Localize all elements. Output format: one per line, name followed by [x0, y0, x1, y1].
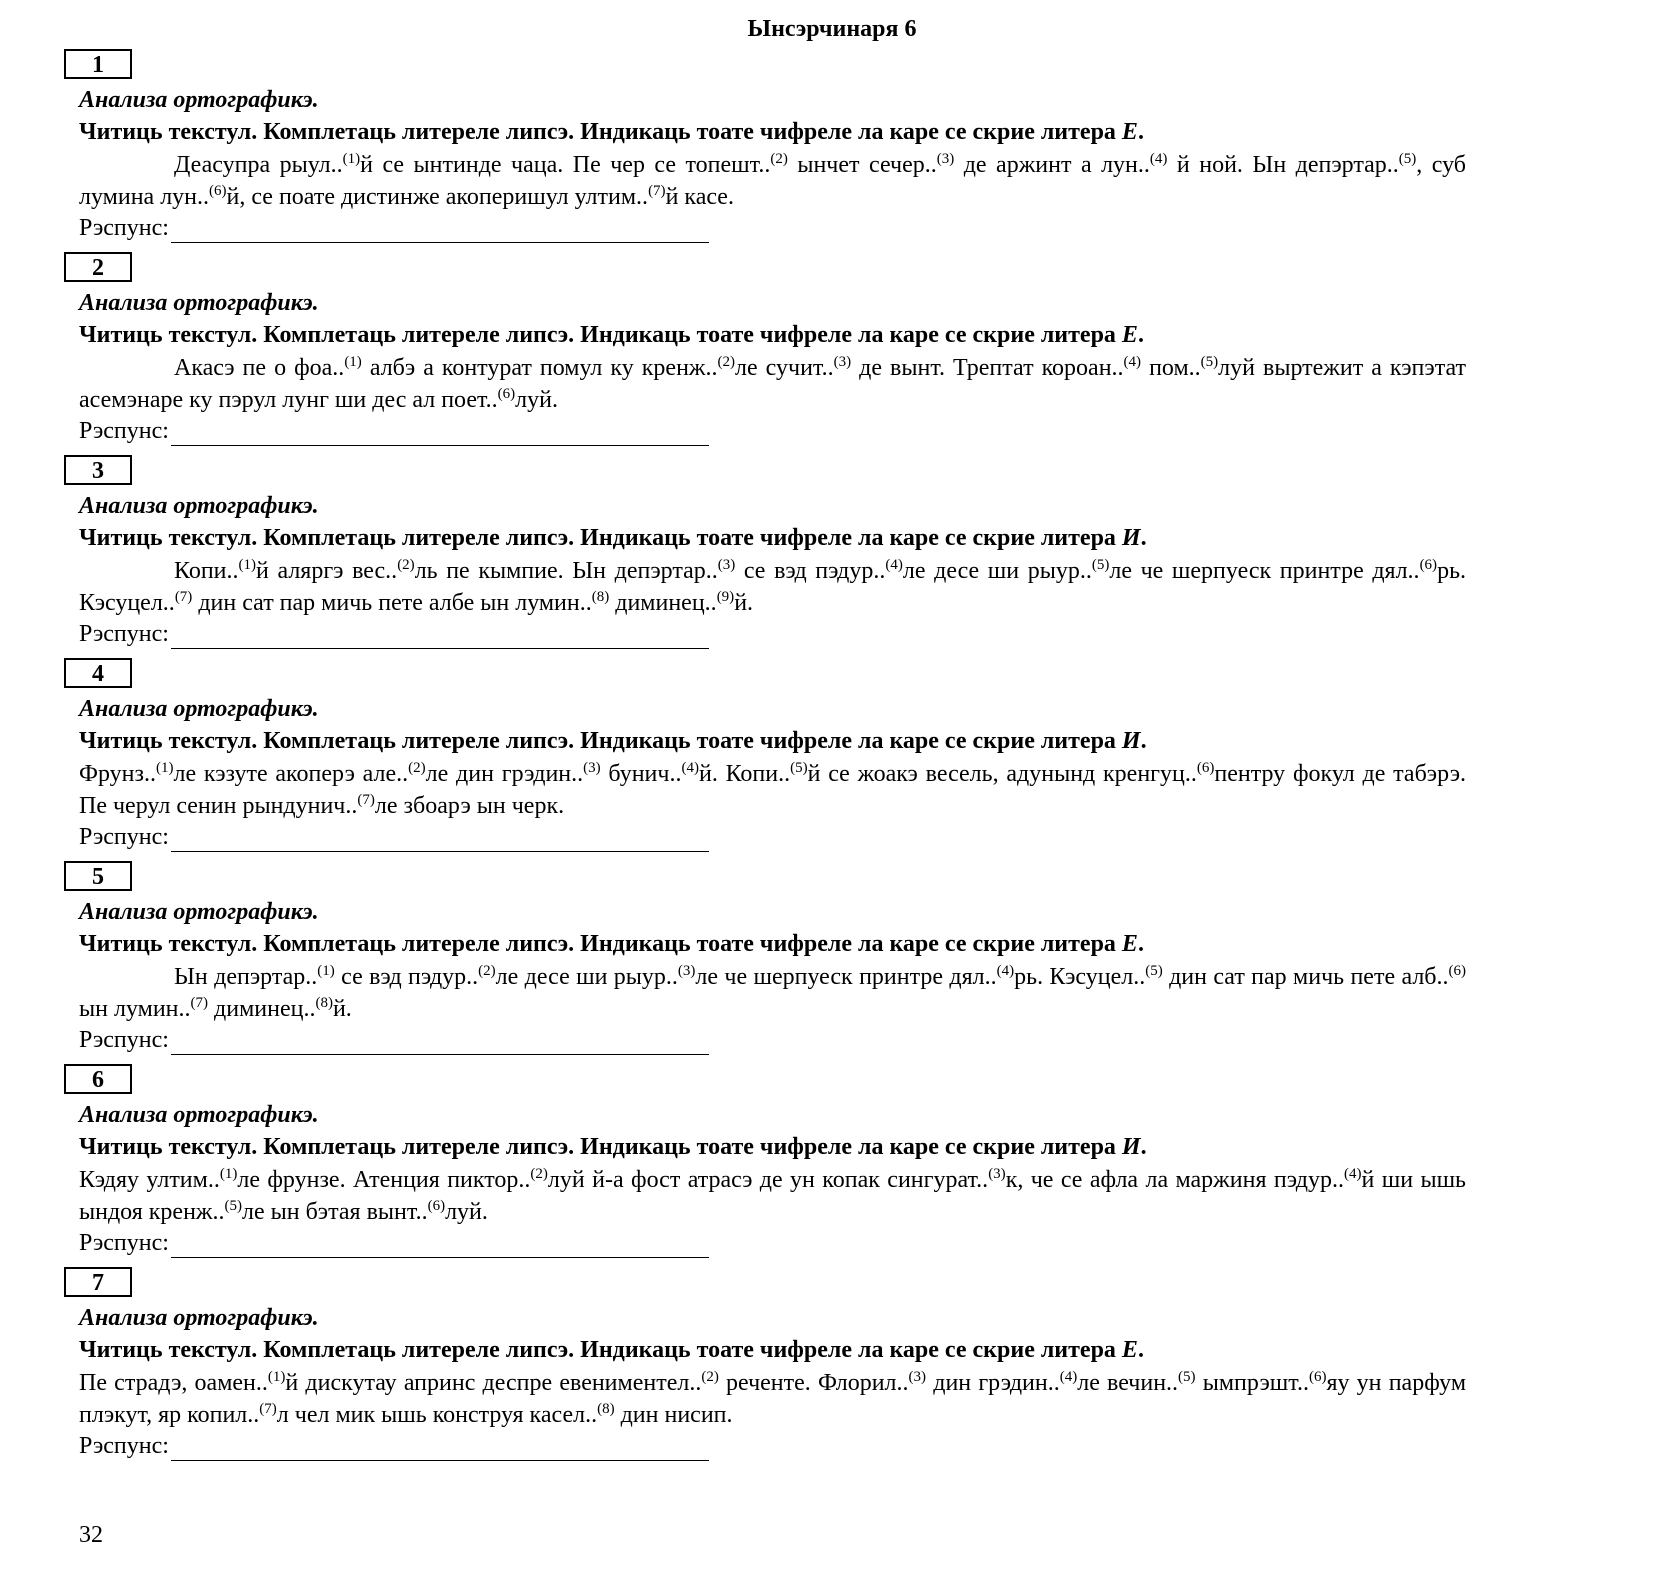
- gap-marker: (3): [908, 1369, 927, 1385]
- gap-marker: (5): [790, 760, 808, 776]
- answer-label: Рэспунс:: [79, 1027, 169, 1053]
- gap-marker: (1): [344, 354, 362, 370]
- text-segment: луй й-а фост атрасэ де ун копак сингурат..: [547, 1167, 989, 1193]
- text-segment: , суб лумина лун..: [79, 152, 1466, 210]
- instruction-text: Читиць текстул. Комплетаць литереле липсэ. Индикаць тоате чифреле ла каре се скрие литера: [79, 119, 1122, 145]
- text-segment: Деасупра рыул..: [174, 152, 343, 178]
- exercise-heading: Анализа ортографикэ.: [79, 1305, 319, 1331]
- text-segment: Фрунз..: [79, 761, 156, 787]
- exercise-heading: Анализа ортографикэ.: [79, 1102, 319, 1128]
- gap-marker: (2): [530, 1166, 548, 1182]
- gap-marker: (3): [988, 1166, 1006, 1182]
- text-segment: Ын депэртар..: [174, 964, 318, 990]
- text-segment: дин сат пар мичь пете алб..: [1162, 964, 1449, 990]
- exercise-heading: Анализа ортографикэ.: [79, 899, 319, 925]
- gap-marker: (1): [219, 1166, 238, 1182]
- gap-marker: (8): [597, 1401, 615, 1417]
- gap-marker: (3): [717, 557, 736, 573]
- answer-label: Рэспунс:: [79, 824, 169, 850]
- text-segment: Кэдяу ултим..: [79, 1167, 220, 1193]
- exercise-number-box: 3: [64, 455, 132, 485]
- exercise-number-box: 5: [64, 861, 132, 891]
- gap-marker: (4): [681, 760, 699, 776]
- exercise-text: [79, 1367, 1466, 1431]
- text-segment: бунич..: [600, 761, 682, 787]
- instruction-text: Читиць текстул. Комплетаць литереле липсэ. Индикаць тоате чифреле ла каре се скрие литера: [79, 525, 1122, 551]
- text-segment: дин сат пар мичь пете албе ын лумин..: [192, 590, 592, 616]
- gap-marker: (5): [1398, 151, 1417, 167]
- text-segment: рь. Кэсуцел..: [79, 558, 1467, 616]
- instruction-period: .: [1140, 728, 1147, 754]
- exercise-instruction: [79, 320, 1144, 350]
- target-letter: Е: [1121, 931, 1138, 957]
- gap-marker: (5): [1091, 557, 1110, 573]
- answer-label: Рэспунс:: [79, 418, 169, 444]
- target-letter: Е: [1121, 119, 1138, 145]
- target-letter: Е: [1121, 1337, 1138, 1363]
- exercise-instruction: [79, 929, 1144, 959]
- text-segment: де вынт. Трептат короан..: [851, 355, 1124, 381]
- exercise-heading: Анализа ортографикэ.: [79, 696, 319, 722]
- answer-row: [79, 1431, 709, 1461]
- exercise-list: [64, 49, 1467, 1470]
- text-segment: й дискутау апринс деспре евениментел..: [285, 1370, 702, 1396]
- target-letter: И: [1121, 728, 1141, 754]
- gap-marker: (3): [583, 760, 601, 776]
- gap-marker: (3): [833, 354, 852, 370]
- gap-marker: (4): [1149, 151, 1168, 167]
- text-segment: й. Копи..: [698, 761, 791, 787]
- exercise-text: [79, 352, 1466, 416]
- target-letter: И: [1121, 525, 1141, 551]
- instruction-text: Читиць текстул. Комплетаць литереле липсэ. Индикаць тоате чифреле ла каре се скрие литера: [79, 728, 1122, 754]
- instruction-period: .: [1137, 322, 1144, 348]
- gap-marker: (6): [1419, 557, 1438, 573]
- text-segment: Копи..: [174, 558, 239, 584]
- gap-marker: (8): [315, 995, 333, 1011]
- gap-marker: (8): [591, 589, 610, 605]
- text-segment: й, се поате дистинже акоперишул ултим..: [226, 184, 649, 210]
- instruction-text: Читиць текстул. Комплетаць литереле липсэ. Индикаць тоате чифреле ла каре се скрие литера: [79, 931, 1122, 957]
- exercise-number-box: 7: [64, 1267, 132, 1297]
- gap-marker: (5): [1178, 1369, 1196, 1385]
- gap-marker: (7): [190, 995, 209, 1011]
- text-segment: ле ын бэтая вынт..: [242, 1199, 428, 1225]
- gap-marker: (4): [1059, 1369, 1078, 1385]
- gap-marker: (1): [155, 760, 174, 776]
- answer-row: [79, 416, 709, 446]
- gap-marker: (6): [1308, 1369, 1327, 1385]
- instruction-text: Читиць текстул. Комплетаць литереле липсэ. Индикаць тоате чифреле ла каре се скрие литера: [79, 322, 1122, 348]
- gap-marker: (5): [1145, 963, 1163, 979]
- exercise-6: [64, 1064, 1467, 1267]
- text-segment: пентру фокул де табэрэ. Пе черул сенин рындунич..: [79, 761, 1466, 819]
- text-segment: ле дин грэдин..: [425, 761, 584, 787]
- instruction-period: .: [1137, 119, 1144, 145]
- answer-input-line[interactable]: [171, 1233, 709, 1258]
- text-segment: дин грэдин..: [926, 1370, 1060, 1396]
- exercise-text: [79, 758, 1466, 822]
- text-segment: албэ а контурат помул ку кренж..: [361, 355, 718, 381]
- exercise-number-box: 4: [64, 658, 132, 688]
- text-segment: й ши ышь ындоя кренж..: [79, 1167, 1467, 1225]
- text-segment: й касе.: [665, 184, 734, 210]
- exercise-instruction: [79, 1132, 1147, 1162]
- text-segment: рь. Кэсуцел..: [1014, 964, 1146, 990]
- instruction-text: Читиць текстул. Комплетаць литереле липсэ. Индикаць тоате чифреле ла каре се скрие литера: [79, 1337, 1122, 1363]
- gap-marker: (1): [238, 557, 256, 573]
- gap-marker: (5): [1200, 354, 1219, 370]
- gap-marker: (3): [936, 151, 955, 167]
- answer-label: Рэспунс:: [79, 1230, 169, 1256]
- text-segment: реченте. Флорил..: [718, 1370, 909, 1396]
- gap-marker: (4): [1344, 1166, 1362, 1182]
- text-segment: ль пе кымпие. Ын депэртар..: [414, 558, 718, 584]
- text-segment: ле фрунзе. Атенция пиктор..: [237, 1167, 531, 1193]
- instruction-period: .: [1140, 1134, 1147, 1160]
- exercise-number-box: 6: [64, 1064, 132, 1094]
- text-segment: ымпрэшт..: [1195, 1370, 1309, 1396]
- text-segment: Пе страдэ, оамен..: [79, 1370, 268, 1396]
- gap-marker: (7): [648, 183, 666, 199]
- answer-row: [79, 213, 709, 243]
- target-letter: Е: [1121, 322, 1138, 348]
- exercise-heading: Анализа ортографикэ.: [79, 493, 319, 519]
- gap-marker: (9): [716, 589, 735, 605]
- gap-marker: (6): [497, 386, 516, 402]
- instruction-period: .: [1137, 1337, 1144, 1363]
- exercise-3: [64, 455, 1467, 658]
- text-segment: л чел мик ышь конструя касел..: [276, 1402, 598, 1428]
- answer-label: Рэспунс:: [79, 215, 169, 241]
- gap-marker: (7): [174, 589, 193, 605]
- exercise-text: [79, 961, 1466, 1025]
- text-segment: диминец..: [609, 590, 717, 616]
- text-segment: й се ынтинде чаца. Пе чер се топешт..: [360, 152, 771, 178]
- answer-input-line[interactable]: [171, 1030, 709, 1055]
- gap-marker: (4): [1123, 354, 1142, 370]
- text-segment: пом..: [1141, 355, 1201, 381]
- text-segment: ынчет сечер..: [787, 152, 937, 178]
- exercise-1: [64, 49, 1464, 252]
- exercise-text: [79, 149, 1466, 213]
- gap-marker: (1): [267, 1369, 286, 1385]
- text-segment: луй.: [445, 1199, 488, 1225]
- instruction-text: Читиць текстул. Комплетаць литереле липсэ. Индикаць тоате чифреле ла каре се скрие литера: [79, 1134, 1122, 1160]
- gap-marker: (2): [770, 151, 788, 167]
- text-segment: диминец..: [208, 996, 316, 1022]
- text-segment: ле че шерпуеск принтре дял..: [1109, 558, 1420, 584]
- exercise-text: [79, 555, 1466, 619]
- target-letter: И: [1121, 1134, 1141, 1160]
- answer-input-line[interactable]: [171, 827, 709, 852]
- gap-marker: (7): [357, 792, 375, 808]
- exercise-instruction: [79, 1335, 1144, 1365]
- answer-label: Рэспунс:: [79, 621, 169, 647]
- text-segment: дин нисип.: [614, 1402, 733, 1428]
- gap-marker: (6): [1196, 760, 1215, 776]
- gap-marker: (4): [885, 557, 903, 573]
- text-segment: яу ун парфум плэкут, яр копил..: [79, 1370, 1467, 1428]
- text-segment: й.: [734, 590, 754, 616]
- text-segment: й ной. Ын депэртар..: [1167, 152, 1399, 178]
- exercise-2: [64, 252, 1464, 455]
- text-segment: й.: [332, 996, 352, 1022]
- answer-row: [79, 1025, 709, 1055]
- text-segment: й аляргэ вес..: [256, 558, 398, 584]
- text-segment: ле сучит..: [735, 355, 834, 381]
- exercise-instruction: [79, 117, 1144, 147]
- text-segment: ын лумин..: [79, 996, 191, 1022]
- text-segment: ле десе ши рыур..: [495, 964, 678, 990]
- text-segment: к, че се афла ла маржиня пэдур..: [1005, 1167, 1344, 1193]
- answer-row: [79, 619, 709, 649]
- answer-input-line[interactable]: [171, 1436, 709, 1461]
- answer-input-line[interactable]: [171, 421, 709, 446]
- gap-marker: (5): [224, 1198, 242, 1214]
- text-segment: ле десе ши рыур..: [902, 558, 1092, 584]
- gap-marker: (3): [677, 963, 696, 979]
- gap-marker: (2): [717, 354, 736, 370]
- exercise-5: [64, 861, 1467, 1064]
- gap-marker: (1): [317, 963, 335, 979]
- page-title: Ынсэрчинаря 6: [747, 16, 917, 42]
- answer-label: Рэспунс:: [79, 1433, 169, 1459]
- gap-marker: (2): [408, 760, 426, 776]
- exercise-instruction: [79, 726, 1147, 756]
- page-number: 32: [79, 1522, 103, 1548]
- answer-input-line[interactable]: [171, 218, 709, 243]
- exercise-number-box: 2: [64, 252, 132, 282]
- gap-marker: (2): [701, 1369, 719, 1385]
- text-segment: Акасэ пе о фоа..: [174, 355, 345, 381]
- answer-row: [79, 822, 709, 852]
- exercise-instruction: [79, 523, 1147, 553]
- exercise-heading: Анализа ортографикэ.: [79, 290, 319, 316]
- text-segment: ле вечин..: [1077, 1370, 1179, 1396]
- gap-marker: (4): [996, 963, 1015, 979]
- text-segment: се вэд пэдур..: [334, 964, 479, 990]
- text-segment: де аржинт а лун..: [954, 152, 1150, 178]
- exercise-7: [64, 1267, 1467, 1470]
- text-segment: ле збоарэ ын черк.: [374, 793, 565, 819]
- exercise-text: [79, 1164, 1466, 1228]
- gap-marker: (1): [342, 151, 361, 167]
- gap-marker: (6): [209, 183, 227, 199]
- instruction-period: .: [1137, 931, 1144, 957]
- text-segment: й се жоакэ весель, адунынд кренгуц..: [807, 761, 1197, 787]
- text-segment: луй выртежит а кэпэтат асемэнаре ку пэрул лунг ши дес ал поет..: [79, 355, 1466, 413]
- gap-marker: (6): [1448, 963, 1467, 979]
- gap-marker: (2): [397, 557, 415, 573]
- gap-marker: (7): [259, 1401, 277, 1417]
- instruction-period: .: [1140, 525, 1147, 551]
- text-segment: ле че шерпуеск принтре дял..: [695, 964, 997, 990]
- text-segment: ле кэзуте акоперэ але..: [173, 761, 409, 787]
- exercise-4: [64, 658, 1464, 861]
- exercise-heading: Анализа ортографикэ.: [79, 87, 319, 113]
- gap-marker: (6): [427, 1198, 446, 1214]
- text-segment: луй.: [515, 387, 558, 413]
- text-segment: се вэд пэдур..: [735, 558, 886, 584]
- answer-row: [79, 1228, 709, 1258]
- answer-input-line[interactable]: [171, 624, 709, 649]
- exercise-number-box: 1: [64, 49, 132, 79]
- gap-marker: (2): [478, 963, 496, 979]
